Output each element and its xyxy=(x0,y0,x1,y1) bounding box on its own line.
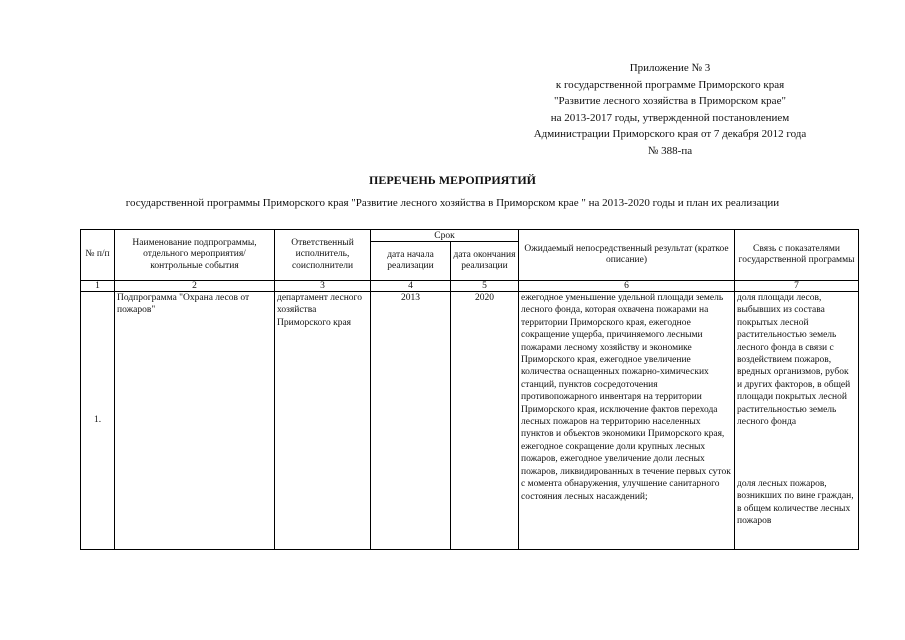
row-name: Подпрограмма "Охрана лесов от пожаров" xyxy=(115,292,275,550)
header-link: Связь с показателями государственной программы xyxy=(735,230,859,281)
table-row xyxy=(81,292,859,550)
row-link-part: доля площади лесов, выбывших из состава покрытых лесной растительностью земель лесного фонда в связи с воздействием пожаров, вредных организмов, рубок и других факторов, в общей площади покрытых лесной растительностью земель лесного фонда xyxy=(737,293,851,428)
appendix-line: Администрации Приморского края от 7 декабря 2012 года xyxy=(533,128,807,140)
row-start-date: 2013 xyxy=(371,292,451,550)
appendix-header xyxy=(500,60,840,159)
appendix-line: № 388-па xyxy=(647,144,693,157)
column-numbers-row xyxy=(81,281,859,292)
appendix-line: к государственной программе Приморского края xyxy=(555,78,785,91)
row-executor: департамент лесного хозяйства Приморского края xyxy=(275,292,371,550)
row-link xyxy=(735,292,859,550)
header-start: дата начала реализации xyxy=(371,242,451,281)
column-number: 7 xyxy=(735,281,859,292)
header-end: дата окончания реализации xyxy=(451,242,519,281)
column-number: 1 xyxy=(81,281,115,292)
row-result xyxy=(519,292,735,550)
header-executor: Ответственный исполнитель, соисполнители xyxy=(275,230,371,281)
column-number: 6 xyxy=(519,281,735,292)
appendix-line: на 2013-2017 годы, утвержденной постановлением xyxy=(550,111,790,124)
column-number: 3 xyxy=(275,281,371,292)
appendix-line: Приложение № 3 xyxy=(629,62,711,74)
header-result: Ожидаемый непосредственный результат (краткое описание) xyxy=(519,230,735,281)
column-number: 2 xyxy=(115,281,275,292)
header-num: № п/п xyxy=(81,230,115,281)
column-number: 4 xyxy=(371,281,451,292)
header-name: Наименование подпрограммы, отдельного мероприятия/контрольные события xyxy=(115,230,275,281)
measures-table xyxy=(80,229,859,550)
appendix-line: "Развитие лесного хозяйства в Приморском крае" xyxy=(554,95,786,107)
column-number: 5 xyxy=(451,281,519,292)
row-result-part: ежегодное уменьшение удельной площади земель лесного фонда, которая охвачена пожарами на территории Приморского края, ежегодное сокращение ущерба, причиняемого лесными пожарами лесному хозяйству и экономике Приморского края, ежегодное увеличение количества оснащенных пожарно-химических станций, пунктов сосредоточения противопожарного инвентаря на территории Приморского края, исключение фактов перехода лесных пожаров на территорию населенных пунктов и объектов экономики Приморского края, xyxy=(521,293,725,440)
row-end-date: 2020 xyxy=(451,292,519,550)
header-term: Срок xyxy=(371,230,519,242)
document-subtitle: государственной программы Приморского края "Развитие лесного хозяйства в Приморском крае " на 2013-2020 годы и план их реализации xyxy=(125,197,780,209)
row-link-part: доля лесных пожаров, возникших по вине граждан, в общем количестве лесных пожаров xyxy=(737,479,854,527)
row-number: 1. xyxy=(81,292,115,550)
document-title: ПЕРЕЧЕНЬ МЕРОПРИЯТИЙ xyxy=(368,173,536,187)
row-result-part: ежегодное сокращение доли крупных лесных пожаров, ежегодное увеличение доли лесных пожаров, ликвидированных в течение первых суток с момента обнаружения, улучшение санитарного состояния лесных насаждений; xyxy=(521,441,731,502)
